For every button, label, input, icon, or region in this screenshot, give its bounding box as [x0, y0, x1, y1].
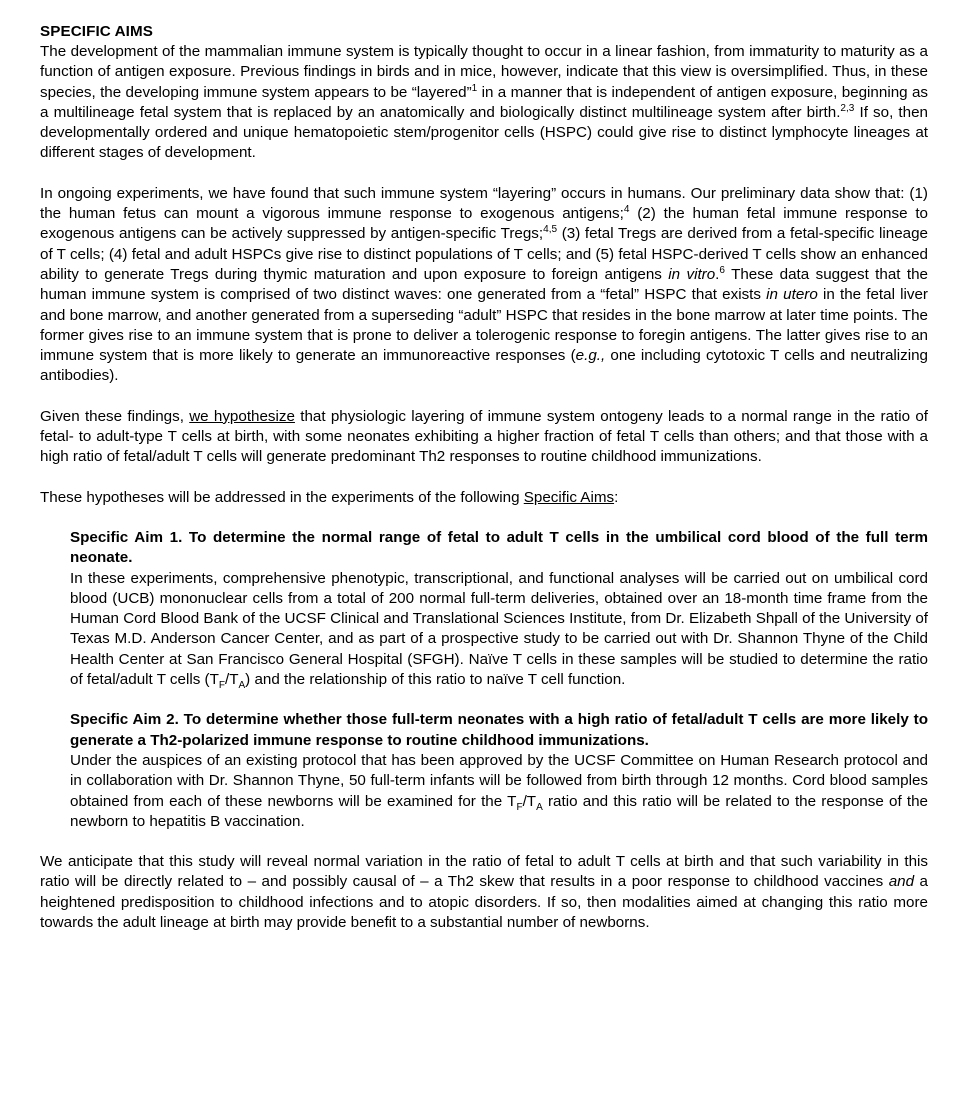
specific-aim-1-body-text-3: ) and the relationship of this ratio to naïve T cell function. — [245, 671, 626, 689]
specific-aim-2-body-text-3: ratio and this ratio will be related to the response of the newborn to hepatitis B vaccination. — [70, 792, 929, 830]
paragraph-hypothesis-text-2: that physiologic layering of immune system ontogeny leads to a normal range in the ratio of fetal- to adult-type T cells at birth, with some neonates exhibiting a higher fraction of fetal T cells than others; and that those with a high ratio of fetal/adult T cells will generate predominant Th2 responses to routine childhood immunizations. — [40, 407, 928, 466]
paragraph-preliminary-text-2: (2) the human fetal immune response to exogenous antigens can be actively suppressed by antigen-specific Tregs; — [40, 205, 928, 243]
paragraph-preliminary-text-7: one including cytotoxic T cells and neutralizing antibodies). — [40, 347, 929, 385]
page-title: SPECIFIC AIMS — [40, 23, 153, 40]
paragraph-conclusion-text-2: a heightened predisposition to childhood infections and to atopic disorders. If so, then modalities aimed at changing this ratio more towards the adult lineage at birth may provide benefit to a substantial number of newborns. — [40, 873, 928, 931]
italic-in-vitro: in vitro — [668, 265, 716, 283]
paragraph-intro-text-2: in a manner that is independent of antigen exposure, beginning as a multilineage fetal system that is replaced by an anatomically and biologically distinct multilineage system after birth. — [40, 83, 928, 121]
citation-superscript-2: 2,3 — [840, 102, 855, 114]
underlined-specific-aims: Specific Aims — [523, 488, 615, 506]
italic-and: and — [888, 873, 915, 891]
paragraph-preliminary-text-6: in the fetal liver and bone marrow, and another generated from a superseding “adult” HSPC that resides in the bone marrow at later time points. The former gives rise to an immune system that is prone to deliver a tolerogenic response to foregin antigens. The latter gives rise to an immune system that is more likely to generate an immunoreactive responses ( — [40, 286, 928, 365]
paragraph-intro-text-3: If so, then developmentally ordered and unique hematopoietic stem/progenitor cells (HSPC) could give rise to distinct lymphocyte lineages at different stages of development. — [40, 103, 928, 162]
subscript-ta-aim1: A — [238, 680, 246, 692]
specific-aim-2-body-text-1: Under the auspices of an existing protocol that has been approved by the UCSF Committee on Human Research protocol and in collaboration with Dr. Shannon Thyne, 50 full-term infants will be followed from birth through 12 months. Cord blood samples obtained from each of these newborns will be examined for the T — [70, 751, 928, 810]
paragraph-preliminary-text-5: These data suggest that the human immune system is comprised of two distinct waves: one generated from a “fetal” HSPC that exists — [40, 265, 928, 304]
specific-aim-2-block — [70, 710, 928, 832]
specific-aim-1-body — [70, 569, 928, 691]
subscript-ta-aim2: A — [536, 801, 543, 813]
paragraph-preliminary-text-3: (3) fetal Tregs are derived from a fetal-specific lineage of T cells; (4) fetal and adult HSPCs give rise to distinct populations of T cells; and (5) fetal HSPC-derived T cells show an enhanced ability to generate Tregs during thymic maturation and upon exposure to foreign antigens — [40, 225, 928, 283]
specific-aim-1-block — [70, 528, 928, 690]
citation-superscript-4: 4 — [623, 204, 630, 216]
paragraph-preliminary-text-1: In ongoing experiments, we have found that such immune system “layering” occurs in humans. Our preliminary data show that: (1) the human fetus can mount a vigorous immune response to exogenous antigens; — [40, 184, 928, 223]
paragraph-hypothesis — [40, 407, 928, 468]
paragraph-preliminary-data — [40, 184, 928, 387]
underlined-we-hypothesize: we hypothesize — [189, 407, 295, 425]
specific-aim-1-title: Specific Aim 1. To determine the normal range of fetal to adult T cells in the umbilical cord blood of the full term neonate. — [70, 528, 928, 567]
paragraph-conclusion — [40, 852, 928, 933]
subscript-tf-aim1: F — [218, 680, 225, 692]
subscript-tf-aim2: F — [516, 801, 523, 813]
citation-superscript-4-5: 4,5 — [543, 224, 558, 236]
citation-superscript-6: 6 — [719, 264, 725, 276]
specific-aim-2-title: Specific Aim 2. To determine whether those full-term neonates with a high ratio of fetal/adult T cells are more likely to generate a Th2-polarized immune response to routine childhood immunizations. — [70, 711, 928, 749]
paragraph-preliminary-text-4: . — [715, 265, 720, 283]
italic-in-utero: in utero — [766, 286, 818, 304]
paragraph-lead-in-text-1: These hypotheses will be addressed in the experiments of the following — [40, 488, 524, 506]
specific-aim-2-body — [70, 751, 928, 832]
specific-aim-1-body-text-1: In these experiments, comprehensive phenotypic, transcriptional, and functional analyses will be carried out on umbilical cord blood (UCB) mononuclear cells from a total of 200 normal full-term deliveries, obtained over an 18-month time frame from the Human Cord Blood Bank of the UCSF Clinical and Translational Sciences Institute, from Dr. Elizabeth Shpall of the University of Texas M.D. Anderson Cancer Center, and as part of a prospective study to be carried out with Dr. Shannon Thyne of the Child Health Center at San Francisco General Hospital (SFGH). Naïve T cells in these samples will be studied to determine the ratio of fetal/adult T cells (T — [70, 569, 928, 689]
citation-superscript-1: 1 — [471, 82, 478, 94]
paragraph-intro-text-1: The development of the mammalian immune system is typically thought to occur in a linear fashion, from immaturity to maturity as a function of antigen exposure. Previous findings in birds and in mice, however, indicate that this view is oversimplified. Thus, in these species, the developing immune system appears to be “layered” — [40, 43, 928, 101]
paragraph-aims-lead-in — [40, 488, 928, 508]
paragraph-intro — [40, 42, 928, 164]
specific-aim-2-body-text-2: /T — [522, 792, 537, 810]
paragraph-lead-in-text-2: : — [614, 488, 619, 506]
italic-eg: e.g., — [575, 347, 606, 365]
paragraph-conclusion-text-1: We anticipate that this study will reveal normal variation in the ratio of fetal to adult T cells at birth and that such variability in this ratio will be directly related to – and possibly causal of – a Th2 skew that results in a poor response to childhood vaccines — [40, 853, 928, 891]
paragraph-hypothesis-text-1: Given these findings, — [40, 407, 190, 425]
specific-aim-1-body-text-2: /T — [224, 671, 239, 689]
